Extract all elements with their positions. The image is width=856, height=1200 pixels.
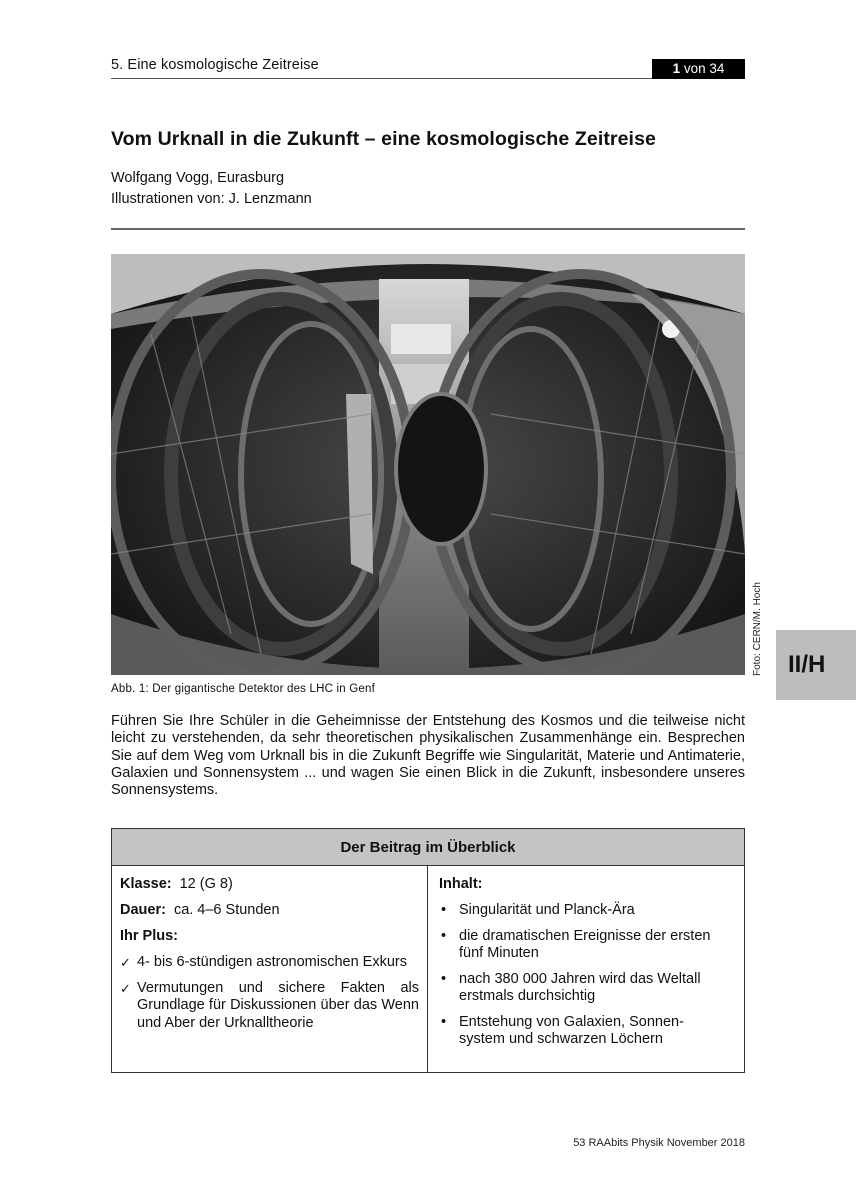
intro-paragraph: Führen Sie Ihre Schüler in die Geheimnisse der Entstehung des Kosmos und die teilweise nicht leicht zu verstehenden, da sehr theoretischen physikalischen Zusammenhänge ein. Besprechen Sie auf dem Weg vom Urknall bis in die Zukunft Begriffe wie Singularität, Materie und Antimaterie, Galaxien und Sonnensystem ... und wagen Sie einen Blick in die Zukunft, insbesondere unseres Sonnensystems. bbox=[111, 713, 745, 799]
dauer-label: Dauer: bbox=[120, 902, 166, 918]
photo-credit: Foto: CERN/M. Hoch bbox=[752, 582, 763, 676]
inhalt-item-text: Singularität und Planck-Ära bbox=[459, 902, 635, 918]
dauer-row bbox=[120, 902, 419, 919]
page-total: von 34 bbox=[680, 61, 725, 76]
klasse-row bbox=[120, 876, 419, 893]
overview-left-column bbox=[112, 866, 428, 1072]
bullet-icon: • bbox=[441, 902, 447, 918]
bullet-icon: • bbox=[441, 970, 447, 987]
inhalt-item bbox=[439, 1014, 699, 1049]
section-title: 5. Eine kosmologische Zeitreise bbox=[111, 57, 319, 73]
page-current: 1 bbox=[672, 61, 681, 76]
inhalt-item-text: Entstehung von Galaxien, Sonnen-system und schwarzen Löchern bbox=[459, 1013, 684, 1047]
publication-footer: 53 RAAbits Physik November 2018 bbox=[573, 1137, 745, 1149]
klasse-label: Klasse: bbox=[120, 876, 172, 892]
klasse-value: 12 (G 8) bbox=[179, 876, 233, 892]
plus-item bbox=[120, 954, 419, 972]
bullet-icon: • bbox=[441, 927, 447, 944]
inhalt-item bbox=[439, 971, 736, 1006]
overview-right-column bbox=[429, 866, 744, 1072]
plus-label: Ihr Plus: bbox=[120, 928, 179, 944]
inhalt-item bbox=[439, 902, 736, 920]
bullet-icon: • bbox=[441, 1013, 447, 1030]
figure-caption: Abb. 1: Der gigantische Detektor des LHC in Genf bbox=[111, 683, 376, 695]
inhalt-item bbox=[439, 928, 736, 963]
inhalt-item-text: nach 380 000 Jahren wird das Weltall erstmals durchsichtig bbox=[459, 970, 701, 1004]
author-line: Wolfgang Vogg, Eurasburg bbox=[111, 170, 285, 186]
plus-item-text: 4- bis 6-stündigen astronomischen Exkurs bbox=[137, 954, 407, 970]
inhalt-label: Inhalt: bbox=[439, 876, 483, 892]
chapter-tab: II/H bbox=[776, 630, 856, 700]
overview-box bbox=[111, 828, 745, 1073]
checkmark-icon: ✓ bbox=[120, 955, 131, 970]
checkmark-icon: ✓ bbox=[120, 980, 131, 996]
article-title: Vom Urknall in die Zukunft – eine kosmologische Zeitreise bbox=[111, 128, 656, 150]
plus-item bbox=[120, 980, 419, 1033]
lhc-detector-photo bbox=[111, 254, 745, 675]
photo-illustration bbox=[111, 254, 745, 675]
dauer-value: ca. 4–6 Stunden bbox=[173, 902, 280, 918]
illustrator-line: Illustrationen von: J. Lenzmann bbox=[111, 191, 312, 207]
plus-item-text: Vermutungen und sichere Fakten als Grundlage für Diskussionen über das Wenn und Aber der Urknalltheorie bbox=[137, 979, 419, 1031]
divider bbox=[111, 228, 745, 230]
running-header bbox=[111, 57, 745, 79]
overview-heading: Der Beitrag im Überblick bbox=[112, 829, 744, 866]
page-number-badge bbox=[652, 59, 745, 79]
inhalt-item-text: die dramatischen Ereignisse der ersten fünf Minuten bbox=[459, 927, 711, 961]
